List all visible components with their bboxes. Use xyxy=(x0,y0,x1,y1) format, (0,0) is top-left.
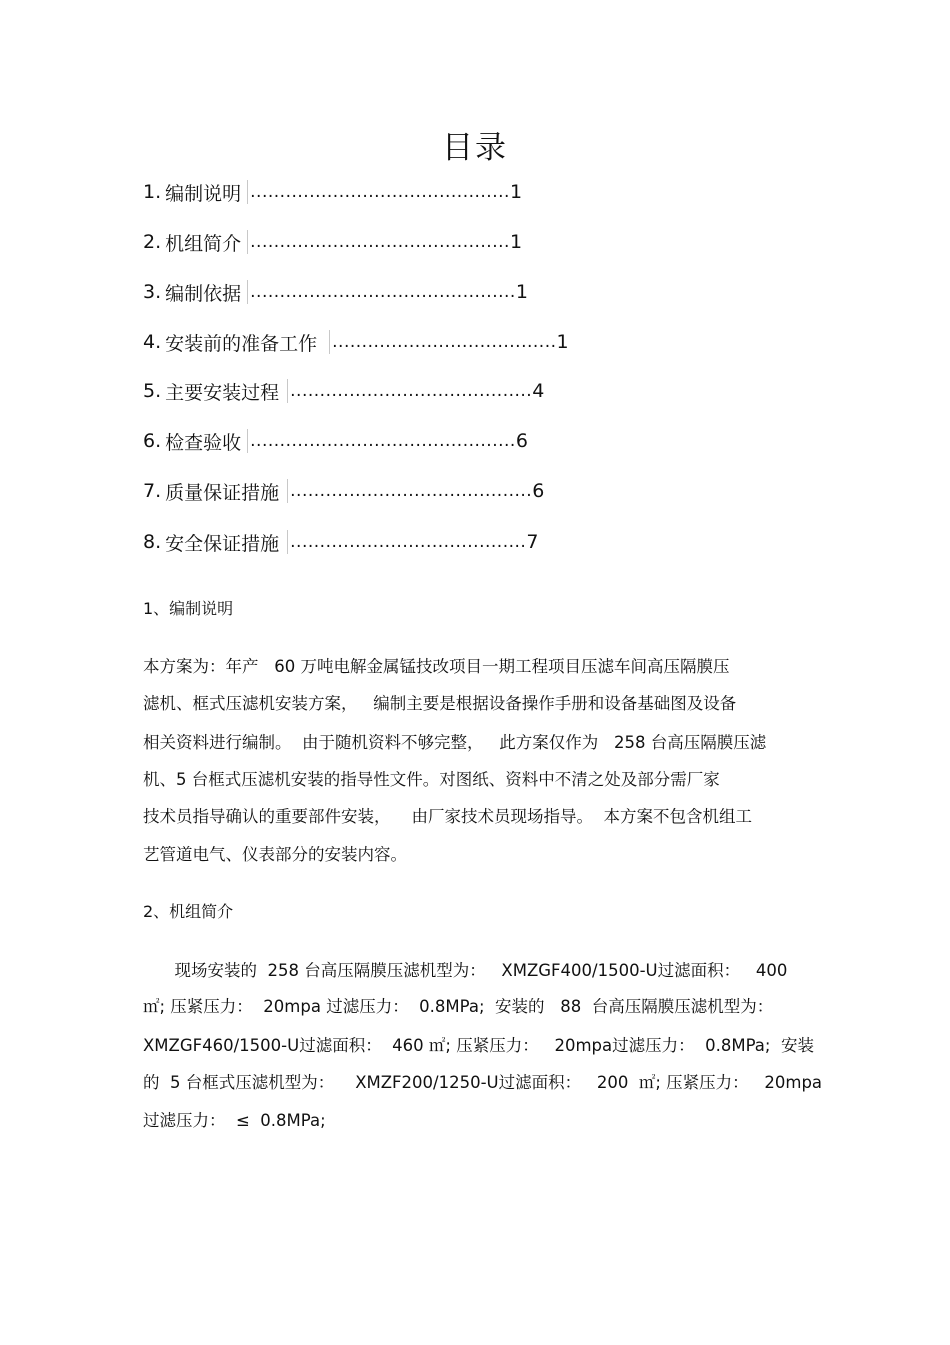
paragraph-line: 的 5 台框式压滤机型为： XMZF200/1250-U过滤面积： 200 ㎡; 压紧压力： 20mpa xyxy=(143,1073,823,1092)
toc-page-number: 6 xyxy=(515,430,528,452)
toc-number: 5. xyxy=(143,380,162,402)
toc-separator xyxy=(247,429,248,453)
toc-page-number: 1 xyxy=(509,231,523,253)
paragraph-line: 机、5 台框式压滤机安装的指导性文件。对图纸、资料中不清之处及部分需厂家 xyxy=(143,770,720,789)
toc-number: 8. xyxy=(143,531,162,553)
toc-label: 质量保证措施 xyxy=(165,481,280,504)
toc-page-number: 7 xyxy=(526,531,539,553)
toc-number: 3. xyxy=(143,281,162,303)
paragraph-line: XMZGF460/1500-U过滤面积： 460 ㎡; 压紧压力： 20mpa过滤压力： 0.8MPa; 安装 xyxy=(143,1036,814,1055)
toc-label: 检查验收 xyxy=(165,431,242,454)
toc-label: 编制说明 xyxy=(165,182,242,205)
toc-leader-dots: ...................................... xyxy=(332,332,557,352)
section-heading-2: 2、机组简介 xyxy=(143,902,234,921)
toc-separator xyxy=(287,530,288,554)
toc-leader-dots: ............................................ xyxy=(250,182,510,202)
paragraph-line: 艺管道电气、仪表部分的安装内容。 xyxy=(143,845,407,864)
toc-label: 编制依据 xyxy=(165,282,242,305)
toc-entry[interactable] xyxy=(143,476,544,506)
paragraph-line: ㎡; 压紧压力： 20mpa 过滤压力： 0.8MPa; 安装的 88 台高压隔膜压滤机型为： xyxy=(143,997,774,1016)
toc-label: 主要安装过程 xyxy=(165,381,280,404)
toc-leader-dots: ............................................ xyxy=(250,232,510,252)
paragraph-line: 过滤压力： ≤ 0.8MPa; xyxy=(143,1111,326,1130)
toc-entry[interactable] xyxy=(143,177,522,207)
toc-page-number: 1 xyxy=(509,181,523,203)
toc-leader-dots: ............................................. xyxy=(250,431,516,451)
paragraph-line: 本方案为：年产 60 万吨电解金属锰技改项目一期工程项目压滤车间高压隔膜压 xyxy=(143,657,730,676)
toc-separator xyxy=(247,280,248,304)
toc-entry[interactable] xyxy=(143,227,522,257)
toc-page-number: 6 xyxy=(532,480,545,502)
toc-label: 安装前的准备工作 xyxy=(165,332,318,355)
toc-page-number: 4 xyxy=(532,380,545,402)
paragraph-line: 滤机、框式压滤机安装方案， 编制主要是根据设备操作手册和设备基础图及设备 xyxy=(143,694,737,713)
toc-entry[interactable] xyxy=(143,426,528,456)
toc-number: 1. xyxy=(143,181,162,203)
toc-page-number: 1 xyxy=(556,331,569,353)
toc-leader-dots: ......................................... xyxy=(290,381,533,401)
toc-number: 6. xyxy=(143,430,162,452)
toc-separator xyxy=(287,479,288,503)
toc-number: 4. xyxy=(143,331,162,353)
toc-leader-dots: ......................................... xyxy=(290,481,533,501)
toc-entry[interactable] xyxy=(143,376,544,406)
page-title: 目录 xyxy=(442,130,508,166)
toc-number: 7. xyxy=(143,480,162,502)
toc-separator xyxy=(329,330,330,354)
toc-separator xyxy=(247,230,248,254)
toc-separator xyxy=(287,379,288,403)
paragraph-line: 相关资料进行编制。 由于随机资料不够完整， 此方案仅作为 258 台高压隔膜压滤 xyxy=(143,733,767,752)
toc-label: 安全保证措施 xyxy=(165,532,280,555)
toc-entry[interactable] xyxy=(143,327,569,357)
toc-leader-dots: ............................................. xyxy=(250,282,516,302)
toc-page-number: 1 xyxy=(515,281,528,303)
toc-number: 2. xyxy=(143,231,162,253)
toc-leader-dots: ........................................ xyxy=(290,532,527,552)
paragraph-line: 技术员指导确认的重要部件安装， 由厂家技术员现场指导。 本方案不包含机组工 xyxy=(143,807,752,826)
toc-label: 机组简介 xyxy=(165,232,242,255)
toc-separator xyxy=(247,180,248,204)
toc-entry[interactable] xyxy=(143,277,528,307)
toc-entry[interactable] xyxy=(143,527,538,557)
section-heading-1: 1、编制说明 xyxy=(143,599,234,618)
paragraph-line: 现场安装的 258 台高压隔膜压滤机型为： XMZGF400/1500-U过滤面积： 400 xyxy=(143,961,788,980)
